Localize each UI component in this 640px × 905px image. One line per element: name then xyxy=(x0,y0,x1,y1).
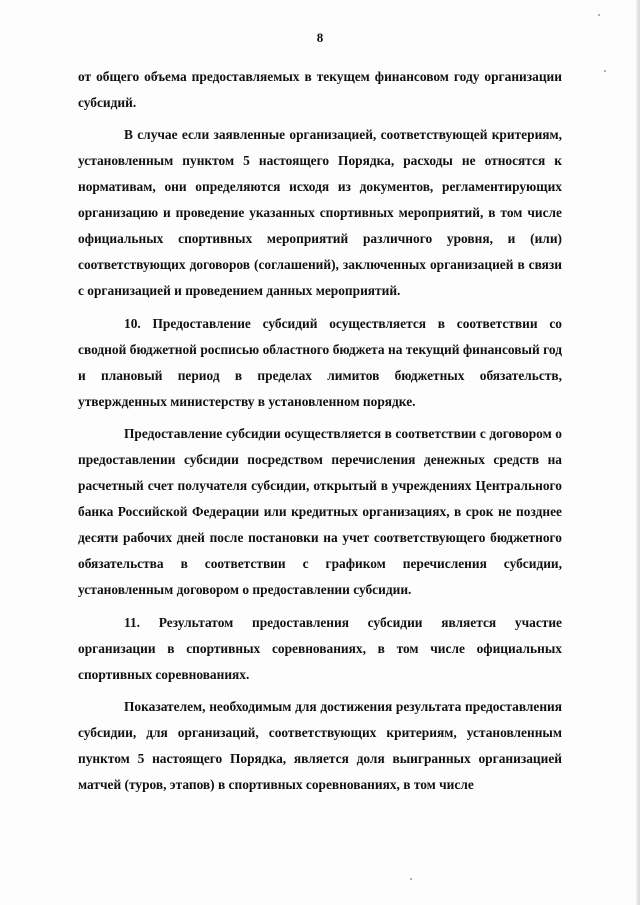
paragraph-indicator: Показателем, необходимым для достижения результата предоставления субсидии, для организаций, соответствующих критериям, установленным пунктом 5 настоящего Порядка, является доля выигранных организацией матчей (туров, этапов) в спортивных соревнованиях, в том числе xyxy=(78,698,562,792)
document-body xyxy=(78,64,562,798)
paragraph-item-11: 11. Результатом предоставления субсидии является участие организации в спортивных соревнованиях, в том числе официальных спортивных соревнованиях. xyxy=(78,614,562,682)
paragraph-expenses: В случае если заявленные организацией, соответствующей критериям, установленным пунктом 5 настоящего Порядка, расходы не относятся к нормативам, они определяются исходя из документов, регламентирующих организацию и проведение указанных спортивных мероприятий, в том числе официальных спортивных мероприятий различного уровня, и (или) соответствующих договоров (соглашений), заключенных организацией в связи с организацией и проведением данных мероприятий. xyxy=(78,127,562,299)
scan-speck xyxy=(604,70,606,72)
scan-speck xyxy=(598,14,600,16)
paragraph-continuation: от общего объема предоставляемых в текущем финансовом году организации субсидий. xyxy=(78,69,562,110)
scan-speck xyxy=(410,878,412,880)
paragraph-transfer: Предоставление субсидии осуществляется в соответствии с договором о предоставлении субсидии посредством перечисления денежных средств на расчетный счет получателя субсидии, открытый в учреждениях Центрального банка Российской Федерации или кредитных организациях, в срок не позднее десяти рабочих дней после постановки на учет соответствующего бюджетного обязательства в соответствии с графиком перечисления субсидии, установленным договором о предоставлении субсидии. xyxy=(78,426,562,598)
paragraph-item-10: 10. Предоставление субсидий осуществляется в соответствии со сводной бюджетной росписью областного бюджета на текущий финансовый год и плановый период в пределах лимитов бюджетных обязательств, утвержденных министерству в установленном порядке. xyxy=(78,315,562,409)
page-edge-shadow xyxy=(636,0,640,905)
page-number: 8 xyxy=(316,30,324,45)
